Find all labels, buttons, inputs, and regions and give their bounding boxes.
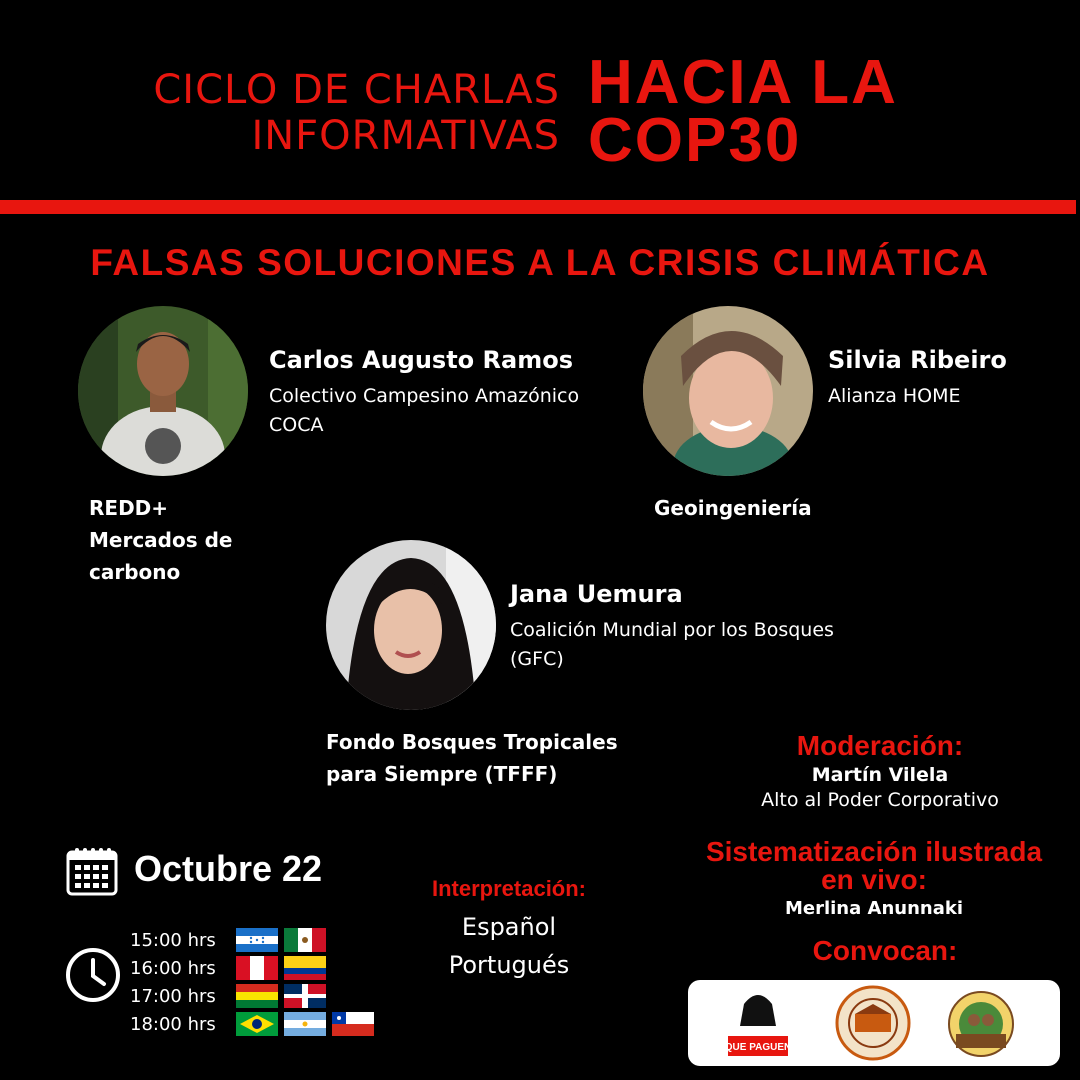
time-row <box>130 926 374 954</box>
interpretation-label: Interpretación: <box>431 876 587 901</box>
speaker-name: Carlos Augusto Ramos <box>269 346 573 374</box>
honduras-flag <box>236 928 278 952</box>
speaker-topic <box>326 726 618 790</box>
argentina-flag <box>284 1012 326 1036</box>
topic-line1: REDD+ <box>89 496 169 520</box>
time-label: 18:00 hrs <box>130 1013 216 1035</box>
svg-text:¡QUE PAGUEN!: ¡QUE PAGUEN! <box>721 1042 795 1053</box>
mexico-flag <box>284 928 326 952</box>
main-title-line2: COP30 <box>588 106 802 175</box>
moderator-name: Martín Vilela <box>811 764 949 786</box>
speaker-name: Silvia Ribeiro <box>828 346 1007 374</box>
justicia-climatica-logo <box>946 988 1016 1060</box>
series-title <box>60 67 560 159</box>
calendar-icon <box>66 846 118 896</box>
moderation-block <box>700 730 1060 812</box>
moderation-label: Moderación: <box>796 730 964 761</box>
peru-flag <box>236 956 278 980</box>
chile-flag <box>332 1012 374 1036</box>
illustrator-name: Merlina Anunnaki <box>784 898 964 919</box>
main-title-line1: HACIA LA <box>588 48 898 117</box>
organizer-logos <box>688 980 1060 1066</box>
que-paguen-logo <box>718 986 798 1060</box>
event-date: Octubre 22 <box>134 848 323 889</box>
speaker-org-line1: Coalición Mundial por los Bosques <box>510 619 834 641</box>
speaker-org-line1: Colectivo Campesino Amazónico <box>269 385 580 407</box>
topic-line2: para Siempre (TFFF) <box>326 762 558 786</box>
brazil-flag <box>236 1012 278 1036</box>
speaker-org <box>269 382 629 440</box>
main-title <box>588 48 1058 175</box>
clock-icon <box>64 946 122 1004</box>
header-divider <box>0 200 1076 214</box>
speaker-org-line2: COCA <box>269 414 324 436</box>
illustration-block <box>680 838 1068 924</box>
language-spanish: Español <box>461 913 557 941</box>
speaker-org <box>510 616 890 674</box>
speaker-org: Alianza HOME <box>828 385 961 407</box>
speaker-photo-silvia <box>643 306 813 476</box>
moderator-org: Alto al Poder Corporativo <box>761 789 999 811</box>
dominican-republic-flag <box>284 984 326 1008</box>
time-row <box>130 1010 374 1038</box>
series-title-line1: CICLO DE CHARLAS <box>153 67 560 113</box>
series-title-line2: INFORMATIVAS <box>251 113 560 159</box>
time-row <box>130 954 374 982</box>
time-label: 16:00 hrs <box>130 957 216 979</box>
speaker-topic: Geoingeniería <box>654 496 812 520</box>
topic-line3: carbono <box>89 560 181 584</box>
speaker-topic <box>89 492 233 588</box>
speaker-name: Jana Uemura <box>510 580 683 608</box>
topic-line2: Mercados de <box>89 528 233 552</box>
colombia-flag <box>284 956 326 980</box>
time-row <box>130 982 374 1010</box>
illustration-label-line1: Sistematización ilustrada <box>705 836 1043 867</box>
illustration-label-line2: en vivo: <box>821 864 927 895</box>
interpretation-block <box>400 874 618 984</box>
speaker-org-line2: (GFC) <box>510 648 564 670</box>
speaker-photo-jana <box>326 540 496 710</box>
campaign-logo <box>833 984 913 1062</box>
topic-line1: Fondo Bosques Tropicales <box>326 730 618 754</box>
speaker-photo-carlos <box>78 306 248 476</box>
schedule-list <box>130 926 374 1038</box>
time-label: 17:00 hrs <box>130 985 216 1007</box>
time-label: 15:00 hrs <box>130 929 216 951</box>
language-portuguese: Portugués <box>448 951 570 979</box>
convene-label: Convocan: <box>812 935 958 966</box>
event-subtitle: FALSAS SOLUCIONES A LA CRISIS CLIMÁTICA <box>90 242 990 283</box>
bolivia-flag <box>236 984 278 1008</box>
